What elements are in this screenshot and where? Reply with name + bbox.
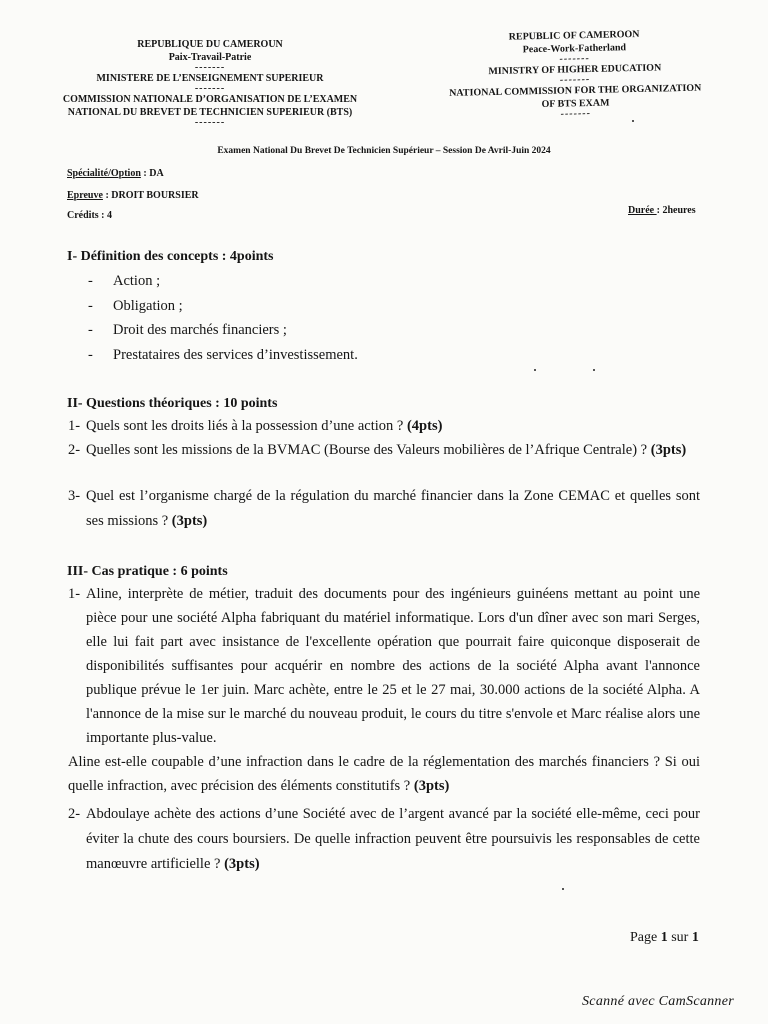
header-left-commission-line1: COMMISSION NATIONALE D’ORGANISATION DE L’EXAMEN (62, 94, 358, 105)
header-left (60, 38, 360, 127)
question-number: 3- (68, 488, 81, 504)
duree-value: : 2heures (656, 205, 696, 216)
question-number: 2- (68, 442, 81, 458)
bullet-text: Obligation ; (113, 297, 183, 314)
bullet-text: Action ; (113, 273, 161, 289)
list-item: - Droit des marchés financiers ; (88, 318, 358, 343)
header-right-ministry: MINISTRY OF HIGHER EDUCATION (488, 62, 662, 78)
epreuve-value: : DROIT BOURSIER (102, 190, 199, 201)
case-2 (68, 802, 700, 877)
question-points: (3pts) (171, 513, 208, 529)
scan-speck (632, 120, 634, 122)
case-question-text: Aline est-elle coupable d’une infraction dans le cadre de la réglementation des marchés financiers ? Si oui quelle infraction, avec précision des éléments constitutifs ? (68, 754, 700, 794)
case-points: (3pts) (224, 856, 260, 872)
page-prefix: Page (630, 930, 661, 945)
header-right-commission-line1: NATIONAL COMMISSION FOR THE ORGANIZATION (449, 82, 702, 99)
question-text: Quels sont les droits liés à la possession d’une action ? (86, 418, 407, 434)
header-left-commission-line2: NATIONAL DU BREVET DE TECHNICIEN SUPERIEUR (BTS) (67, 107, 353, 118)
case-number: 1- (68, 586, 81, 602)
question-2 (68, 438, 700, 463)
credits: Crédits : 4 (67, 210, 112, 221)
page-number (630, 930, 699, 946)
question-number: 1- (68, 418, 81, 434)
case-text: Abdoulaye achète des actions d’une Société avec de l’argent avancé par la société elle-même, ceci pour éviter la chute des cours boursiers. De quelle infraction peuvent être poursuivis les responsables de cette manœuvre artificielle ? (86, 806, 700, 872)
specialite-label: Spécialité/Option (67, 168, 141, 179)
page-total: 1 (691, 930, 699, 945)
header-left-ministry: MINISTERE DE L’ENSEIGNEMENT SUPERIEUR (96, 73, 324, 84)
bullet-text: Droit des marchés financiers ; (113, 322, 287, 338)
header-left-country: REPUBLIQUE DU CAMEROUN (137, 39, 283, 50)
epreuve-line (67, 190, 199, 201)
case-1-question (68, 750, 700, 798)
header-left-motto: Paix-Travail-Patrie (168, 52, 252, 63)
duree-label: Durée (628, 205, 657, 216)
case-text: Aline, interprète de métier, traduit des documents pour des ingénieurs guinéens mettant au point une pièce pour une société Alpha fabriquant du matériel informatique. Lors d'un dîner avec son mari Serges, elle lui fait part avec insistance de l'excellente opération que pourrait faire quiconque disposerait de disponibilités suffisantes pour acquérir en nombre des actions de la société Alpha avant l'annonce publique prévue le 1er juin. Marc achète, entre le 25 et le 27 mai, 30.000 actions de la société Alpha. A l'annonce de la mise sur le marché du nouveau produit, le cours du titre s'envole et Marc réalise alors une importante plus-value. (86, 586, 700, 746)
case-question-points: (3pts) (413, 778, 450, 794)
list-item: - Action ; (88, 269, 358, 294)
header-left-separator-3: ------- (194, 117, 226, 128)
case-1 (68, 582, 700, 750)
bullet-text: Prestataires des services d’investissement. (113, 346, 358, 363)
header-left-separator: ------- (194, 62, 226, 73)
section-3-title: III- Cas pratique : 6 points (67, 564, 228, 579)
question-1 (68, 414, 700, 438)
exam-title: Examen National Du Brevet De Technicien Supérieur – Session De Avril-Juin 2024 (217, 146, 551, 156)
header-right-separator-3: ------- (560, 107, 592, 120)
question-3 (68, 484, 700, 534)
scan-speck (562, 888, 564, 890)
header-right-commission-line2: OF BTS EXAM (541, 97, 610, 110)
question-points: (4pts) (406, 418, 443, 434)
scan-speck (534, 369, 536, 371)
header-right-separator-2: ------- (559, 73, 591, 86)
header-right-motto: Peace-Work-Fatherland (522, 42, 627, 56)
list-item: - Prestataires des services d’investissement. (88, 343, 358, 368)
specialite-value: : DA (140, 168, 164, 179)
header-right (445, 27, 705, 121)
list-item: - Obligation ; (88, 294, 358, 319)
section-1-title: I- Définition des concepts : 4points (67, 249, 274, 264)
header-left-separator-2: ------- (194, 83, 226, 94)
page-current: 1 (660, 930, 668, 945)
question-text: Quelles sont les missions de la BVMAC (Bourse des Valeurs mobilières de l’Afrique Centrale) ? (86, 442, 651, 458)
duree-line (628, 205, 696, 216)
epreuve-label: Epreuve (67, 190, 103, 201)
camscanner-watermark: Scanné avec CamScanner (582, 994, 734, 1009)
header-right-separator: ------- (559, 52, 590, 65)
header-right-country: REPUBLIC OF CAMEROON (508, 28, 640, 43)
section-2-title: II- Questions théoriques : 10 points (67, 396, 278, 411)
question-text: Quel est l’organisme chargé de la régulation du marché financier dans la Zone CEMAC et quelles sont ses missions ? (86, 488, 700, 529)
question-points: (3pts) (650, 442, 687, 458)
scan-speck (593, 369, 595, 371)
case-number: 2- (68, 806, 81, 822)
page-separator: sur (667, 930, 692, 945)
section-1-bullet-list (88, 269, 358, 367)
specialite-line (67, 168, 164, 179)
